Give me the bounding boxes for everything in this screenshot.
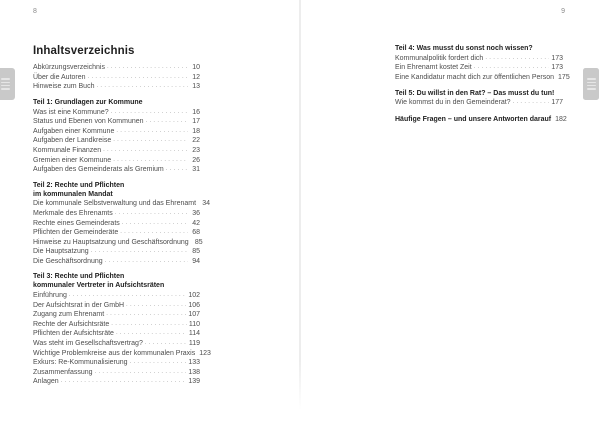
dot-leader — [105, 256, 188, 267]
toc-entry-title: Der Aufsichtsrat in der GmbH — [33, 301, 125, 309]
toc-entry-title: Rechte der Aufsichtsräte — [33, 320, 110, 328]
toc-entry-page: 110 — [188, 320, 200, 328]
toc-entry-page: 177 — [551, 99, 563, 107]
toc-entry-title: Pflichten der Gemeinderäte — [33, 229, 119, 237]
toc-entry-title: Die Geschäftsordnung — [33, 257, 103, 265]
toc-entry-page: 182 — [555, 115, 567, 123]
toc-entry-title: Die Hauptsatzung — [33, 248, 89, 256]
toc-entry-page: 13 — [192, 83, 200, 91]
toc-entry-title: Was ist eine Kommune? — [33, 108, 109, 116]
toc-entry-page: 26 — [192, 156, 200, 164]
dot-leader — [513, 97, 550, 108]
toc-entry[interactable] — [33, 228, 200, 238]
toc-entry-page: 18 — [192, 127, 200, 135]
page-gutter-line — [299, 0, 301, 410]
toc-entry-title: Einführung — [33, 292, 67, 300]
toc-entry-title: Pflichten der Aufsichtsräte — [33, 330, 114, 338]
toc-entry-title: Status und Ebenen von Kommunen — [33, 118, 144, 126]
toc-entry-title: Zusammenfassung — [33, 368, 93, 376]
toc-entry-page: 138 — [188, 368, 200, 376]
toc-entry-title: Rechte eines Gemeinderats — [33, 219, 120, 227]
toc-section — [33, 99, 200, 175]
toc-entry-page: 36 — [192, 209, 200, 217]
toc-entry-title: Gremien einer Kommune — [33, 156, 112, 164]
toc-entry-page: 85 — [194, 238, 203, 246]
toc-entry-title: Aufgaben einer Kommune — [33, 127, 115, 135]
toc-section-heading: Teil 4: Was musst du sonst noch wissen? — [395, 45, 533, 52]
toc-entry-page: 173 — [551, 64, 563, 72]
toc-entry[interactable] — [33, 377, 200, 387]
toc-entry-page: 42 — [192, 219, 200, 227]
toc-entry[interactable] — [395, 63, 563, 73]
toc-entry-title: Kommunale Finanzen — [33, 146, 102, 154]
toc-entry[interactable] — [33, 165, 200, 175]
page-number-right: 9 — [561, 8, 565, 15]
toc-entry-page: 68 — [192, 229, 200, 237]
toc-entry-page: 34 — [202, 200, 211, 208]
toc-entry-title: Zugang zum Ehrenamt — [33, 311, 105, 319]
right-toc-sections — [395, 45, 570, 125]
list-icon — [1, 78, 10, 90]
left-toc-sections — [33, 63, 211, 387]
toc-title: Inhaltsverzeichnis — [33, 45, 135, 57]
toc-entry-title: Merkmale des Ehrenamts — [33, 209, 113, 217]
right-page-content — [395, 45, 570, 125]
toc-entry-page: 12 — [192, 73, 200, 81]
dot-leader — [120, 227, 188, 238]
toc-entry-title: Hinweise zu Hauptsatzung und Geschäftsordnung — [33, 238, 189, 246]
toc-entry-title: Wie kommst du in den Gemeinderat? — [395, 99, 511, 107]
toc-entry-title: Aufgaben der Landkreise — [33, 137, 112, 145]
toc-tab-right[interactable] — [583, 68, 599, 100]
toc-entry-title: Häufige Fragen – und unsere Antworten darauf — [395, 115, 552, 123]
toc-entry-page: 23 — [192, 146, 200, 154]
toc-entry[interactable] — [395, 115, 567, 125]
toc-section — [33, 63, 200, 92]
toc-section — [33, 273, 211, 387]
toc-section — [395, 45, 570, 83]
toc-entry-page: 31 — [192, 166, 200, 174]
toc-section-heading: Teil 3: Rechte und Pflichten — [33, 273, 125, 281]
toc-entry[interactable] — [33, 339, 200, 349]
dot-leader — [166, 164, 188, 175]
toc-entry[interactable] — [33, 257, 200, 267]
toc-entry-page: 123 — [199, 349, 211, 357]
toc-entry-page: 175 — [558, 73, 570, 81]
toc-entry[interactable] — [395, 73, 570, 83]
left-page-content — [33, 45, 211, 387]
dot-leader — [474, 62, 550, 73]
toc-entry-page: 22 — [192, 137, 200, 145]
toc-entry[interactable] — [33, 82, 200, 92]
toc-entry-title: Über die Autoren — [33, 73, 86, 81]
toc-section-heading: Teil 2: Rechte und Pflichten — [33, 181, 125, 189]
toc-tab-left[interactable] — [0, 68, 15, 100]
list-icon — [587, 78, 596, 90]
dot-leader — [61, 376, 187, 387]
toc-entry-title: Eine Kandidatur macht dich zur öffentlichen Person — [395, 73, 555, 81]
toc-entry-page: 107 — [188, 311, 200, 319]
toc-entry-page: 119 — [188, 340, 200, 348]
toc-section-heading: im kommunalen Mandat — [33, 190, 113, 198]
toc-entry-page: 173 — [551, 54, 563, 62]
toc-entry-page: 133 — [188, 359, 200, 367]
toc-section-heading: Teil 5: Du willst in den Rat? – Das musst du tun! — [395, 89, 555, 97]
toc-entry-title: Abkürzungsverzeichnis — [33, 64, 105, 71]
dot-leader — [145, 338, 187, 349]
toc-entry-page: 85 — [192, 248, 200, 256]
toc-entry-title: Ein Ehrenamt kostet Zeit — [395, 64, 472, 72]
page-number-left: 8 — [33, 8, 37, 15]
toc-section — [395, 90, 563, 108]
toc-section-heading: Teil 1: Grundlagen zur Kommune — [33, 98, 143, 106]
dot-leader — [96, 81, 188, 92]
toc-entry-title: Kommunalpolitik fordert dich — [395, 54, 484, 62]
toc-section — [33, 181, 211, 267]
toc-entry-page: 17 — [192, 118, 200, 126]
toc-entry-title: Anlagen — [33, 378, 59, 386]
toc-entry-title: Exkurs: Re-Kommunalisierung — [33, 359, 128, 367]
toc-entry-page: 10 — [192, 64, 200, 71]
toc-entry-title: Wichtige Problemkreise aus der kommunalen Praxis — [33, 349, 196, 357]
toc-section-heading: kommunaler Vertreter in Aufsichtsräten — [33, 282, 165, 290]
toc-entry-page: 94 — [192, 257, 200, 265]
toc-section — [395, 115, 567, 125]
toc-entry-page: 114 — [188, 330, 200, 338]
toc-entry-title: Was steht im Gesellschaftsvertrag? — [33, 340, 143, 348]
toc-entry-page: 139 — [188, 378, 200, 386]
toc-entry-title: Hinweise zum Buch — [33, 83, 95, 91]
toc-entry-title: Die kommunale Selbstverwaltung und das Ehrenamt — [33, 200, 197, 208]
toc-entry-page: 102 — [188, 292, 200, 300]
toc-entry-title: Aufgaben des Gemeinderats als Gremium — [33, 166, 164, 174]
toc-entry-page: 106 — [188, 301, 200, 309]
toc-entry[interactable] — [395, 98, 563, 108]
toc-entry-page: 16 — [192, 108, 200, 116]
